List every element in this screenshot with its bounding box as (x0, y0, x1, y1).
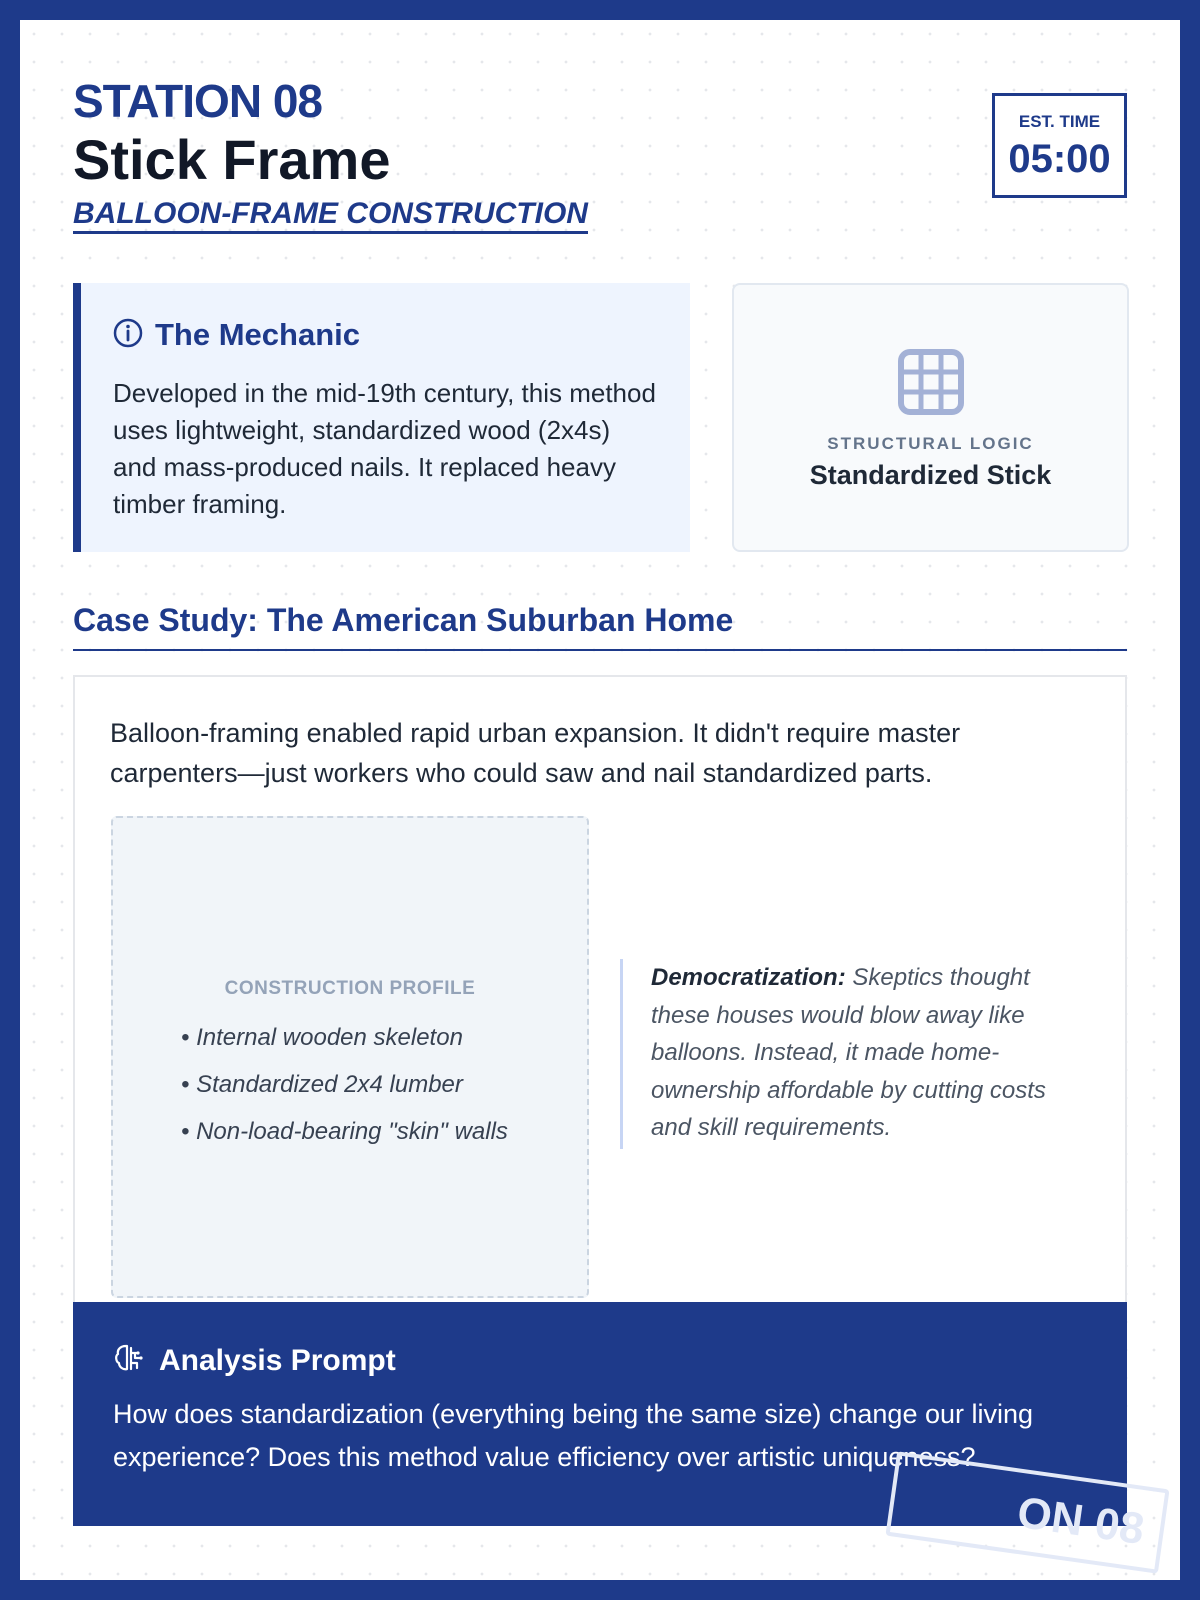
list-item: • Standardized 2x4 lumber (181, 1071, 463, 1098)
station-stamp: ON 08 (885, 1451, 1169, 1573)
info-icon (113, 318, 143, 353)
prompt-text: How does standardization (everything being the same size) change our living experience? Does this method value efficiency over artistic uniqueness? (113, 1399, 1034, 1472)
station-number: STATION 08 (73, 75, 322, 127)
grid-icon (734, 349, 1127, 420)
mechanic-panel (73, 283, 690, 552)
time-box (992, 93, 1127, 198)
democratization-quote (620, 959, 1060, 1149)
subtitle: BALLOON-FRAME CONSTRUCTION (73, 197, 588, 234)
case-study-intro: Balloon-framing enabled rapid urban expansion. It didn't require master carpenters—just workers who could saw and nail standardized parts. (110, 718, 961, 788)
mechanic-title: The Mechanic (155, 317, 360, 352)
list-item: • Internal wooden skeleton (181, 1024, 463, 1051)
quote-text: Skeptics thought these houses would blow away like balloons. Instead, it made home-ownership affordable by cutting costs and skill requirements. (651, 964, 1046, 1141)
logic-label: STRUCTURAL LOGIC (827, 434, 1034, 453)
brain-icon (113, 1342, 145, 1379)
prompt-heading (113, 1342, 1087, 1379)
case-study-box (73, 675, 1127, 1315)
page-title: Stick Frame (73, 128, 391, 191)
construction-profile (111, 816, 589, 1298)
prompt-title: Analysis Prompt (159, 1343, 396, 1377)
header (73, 75, 1127, 265)
station-card (20, 20, 1180, 1580)
structural-logic-panel (732, 283, 1129, 552)
case-study-title: Case Study: The American Suburban Home (73, 602, 1127, 651)
time-label: EST. TIME (1018, 112, 1101, 131)
list-item: • Non-load-bearing "skin" walls (181, 1118, 508, 1145)
mechanic-heading (113, 317, 660, 353)
profile-title: CONSTRUCTION PROFILE (224, 978, 476, 999)
time-value: 05:00 (1008, 137, 1111, 181)
quote-label: Democratization: (651, 964, 846, 991)
profile-list (181, 1014, 508, 1155)
mechanic-text: Developed in the mid-19th century, this method uses lightweight, standardized wood (2x4s) and mass-produced nails. It replaced heavy timber framing. (113, 378, 656, 519)
logic-value: Standardized Stick (809, 460, 1052, 490)
